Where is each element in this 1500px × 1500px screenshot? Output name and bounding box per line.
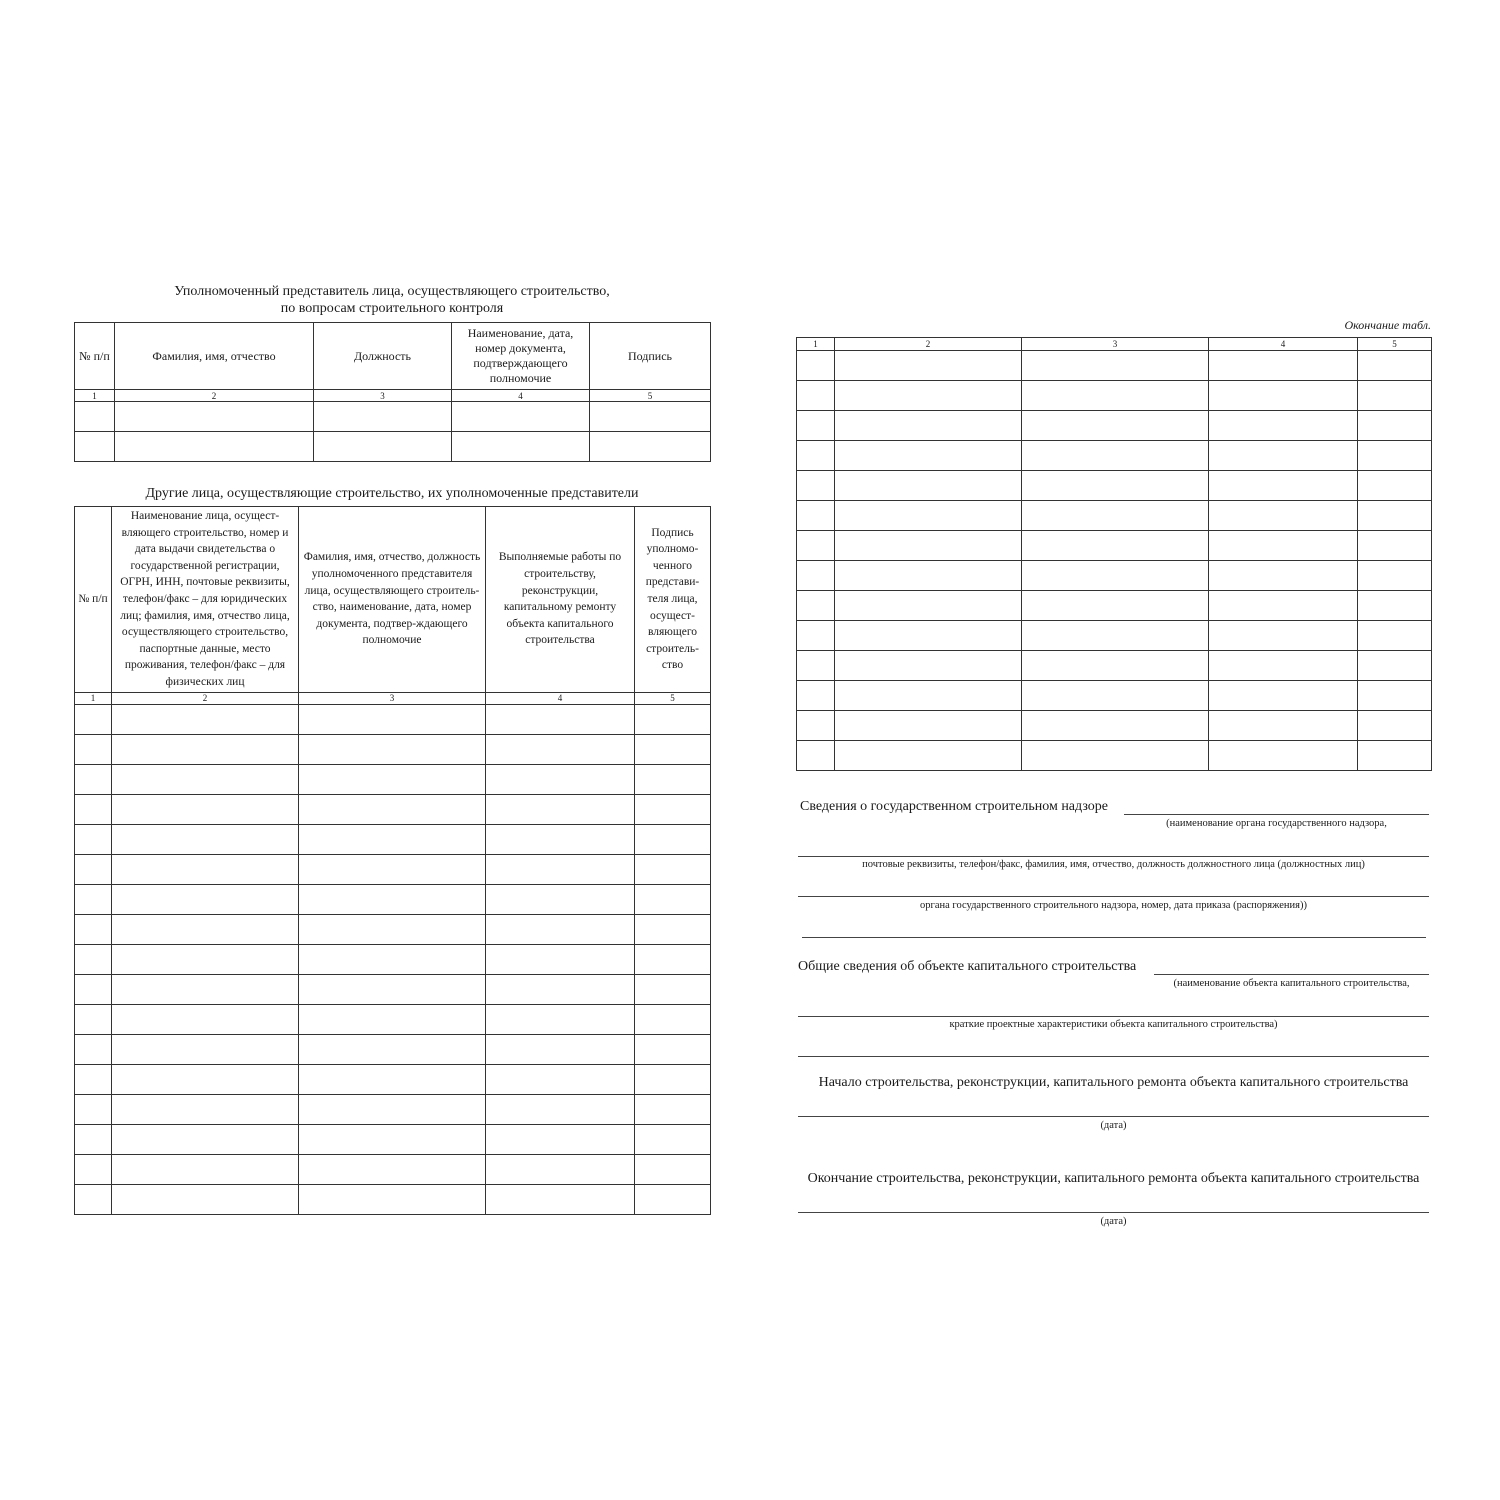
table-row [75,1184,711,1214]
table-row [75,1094,711,1124]
header-representative-details: Фамилия, имя, отчество, должность уполномоченного представителя лица, осуществляющего строитель-ство, наименование, дата, номер документа, подтвер-ждающего полномочие [299,507,486,693]
table-row [797,351,1432,381]
supervision-caption-1: (наименование органа государственного надзора, [1166,818,1387,829]
representative-table [74,322,711,462]
table-row [75,704,711,734]
table-row [797,591,1432,621]
supervision-label: Сведения о государственном строительном надзоре [800,799,1108,814]
table-row [797,711,1432,741]
supervision-caption-2: почтовые реквизиты, телефон/факс, фамилия, имя, отчество, должность должностного лица (должностных лиц) [862,859,1365,870]
column-number: 3 [314,390,452,402]
table-row [75,1064,711,1094]
supervision-field-line-4[interactable] [802,937,1426,938]
table-row [75,974,711,1004]
table-row [797,561,1432,591]
object-label: Общие сведения об объекте капитального строительства [798,959,1137,974]
table-row [75,1004,711,1034]
header-number: № п/п [75,323,115,390]
table-row [797,471,1432,501]
column-number: 5 [635,692,711,704]
column-number: 1 [75,692,112,704]
supervision-field-line-3[interactable] [798,896,1429,897]
header-number: № п/п [75,507,112,693]
column-number: 3 [299,692,486,704]
table-row [797,381,1432,411]
table-row [75,1034,711,1064]
section1-title-line1: Уполномоченный представитель лица, осуществляющего строительство, [174,284,610,299]
supervision-caption-3: органа государственного строительного надзора, номер, дата приказа (распоряжения)) [920,900,1307,911]
table-row [75,1124,711,1154]
table-row [797,741,1432,771]
column-number: 4 [452,390,590,402]
table-row [797,681,1432,711]
section2-title: Другие лица, осуществляющие строительство, их уполномоченные представители [145,486,639,501]
end-date-caption: (дата) [1100,1216,1127,1227]
table-row [75,402,711,432]
column-number: 5 [590,390,711,402]
start-date-line[interactable] [798,1116,1429,1117]
column-number: 2 [835,338,1022,351]
column-number: 2 [115,390,314,402]
table-row [75,884,711,914]
table-row [75,794,711,824]
table-row [797,501,1432,531]
table-row [75,432,711,462]
table-row [797,531,1432,561]
object-field-line-2[interactable] [798,1016,1429,1017]
table-row [75,734,711,764]
column-number: 3 [1022,338,1209,351]
section1-title [74,283,710,317]
table-row [797,621,1432,651]
continuation-table [796,337,1432,771]
supervision-field-line-2[interactable] [798,856,1429,857]
header-works-performed: Выполняемые работы по строительству, реконструкции, капитальному ремонту объекта капитального строительства [486,507,635,693]
section1-title-line2: по вопросам строительного контроля [280,301,504,316]
table-row [797,651,1432,681]
start-date-caption: (дата) [1100,1120,1127,1131]
table-row [75,824,711,854]
start-label: Начало строительства, реконструкции, капитального ремонта объекта капитального строительства [818,1075,1409,1090]
table-row [75,1154,711,1184]
supervision-field-line[interactable] [1124,814,1429,815]
object-caption-1: (наименование объекта капитального строительства, [1173,978,1410,989]
header-organization-details: Наименование лица, осущест-вляющего строительство, номер и дата выдачи свидетельства о государственной регистрации, ОГРН, ИНН, почтовые реквизиты, телефон/факс – для юридических лиц; фамилия, имя, отчество лица, осуществляющего строительство, паспортные данные, место проживания, телефон/факс – для физических лиц [112,507,299,693]
table-row [75,914,711,944]
header-position: Должность [314,323,452,390]
header-authority-document: Наименование, дата, номер документа, подтверждающего полномочие [452,323,590,390]
column-number: 4 [1209,338,1358,351]
column-number: 1 [797,338,835,351]
end-label: Окончание строительства, реконструкции, капитального ремонта объекта капитального строительства [807,1171,1420,1186]
column-number: 4 [486,692,635,704]
other-persons-table [74,506,711,1215]
end-date-line[interactable] [798,1212,1429,1213]
object-caption-2: краткие проектные характеристики объекта капитального строительства) [949,1019,1278,1030]
header-full-name: Фамилия, имя, отчество [115,323,314,390]
table-row [75,854,711,884]
continuation-label: Окончание табл. [1344,318,1431,332]
table-row [75,764,711,794]
table-row [797,411,1432,441]
table-row [75,944,711,974]
object-field-line[interactable] [1154,974,1429,975]
column-number: 1 [75,390,115,402]
header-representative-signature: Подпись уполномо-ченного представи-теля лица, осущест-вляющего строитель-ство [635,507,711,693]
column-number: 5 [1358,338,1432,351]
object-field-line-3[interactable] [798,1056,1429,1057]
table-row [797,441,1432,471]
column-number: 2 [112,692,299,704]
header-signature: Подпись [590,323,711,390]
